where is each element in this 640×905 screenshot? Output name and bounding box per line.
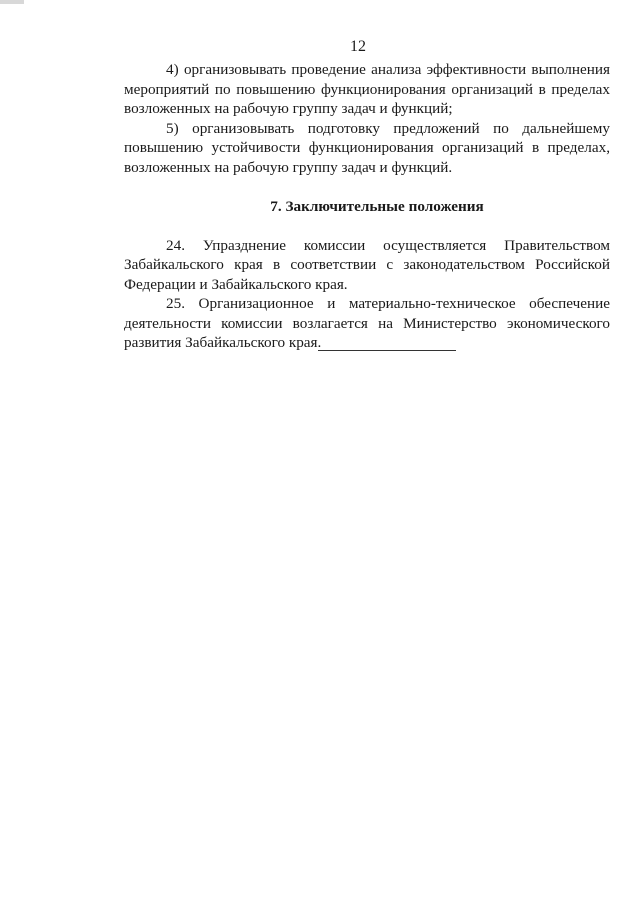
end-of-document-line xyxy=(318,350,456,351)
list-item-4: 4) организовывать проведение анализа эффективности выполнения мероприятий по повышению функционирования организаций в пределах возложенных на рабочую группу задач и функций; xyxy=(124,61,610,117)
section-title: 7. Заключительные положения xyxy=(270,198,484,215)
scan-artifact xyxy=(0,0,24,4)
clause-24: 24. Упразднение комиссии осуществляется Правительством Забайкальского края в соответствии с законодательством Российской Федерации и Забайкальского края. xyxy=(124,236,610,293)
list-item-5: 5) организовывать подготовку предложений по дальнейшему повышению устойчивости функционирования организаций в пределах, возложенных на рабочую группу задач и функций. xyxy=(124,119,610,176)
clause-25: 25. Организационное и материально-техническое обеспечение деятельности комиссии возлагается на Министерство экономического развития Забайкальского края. xyxy=(124,295,610,351)
document-body xyxy=(124,60,610,353)
page-number: 12 xyxy=(350,38,366,55)
